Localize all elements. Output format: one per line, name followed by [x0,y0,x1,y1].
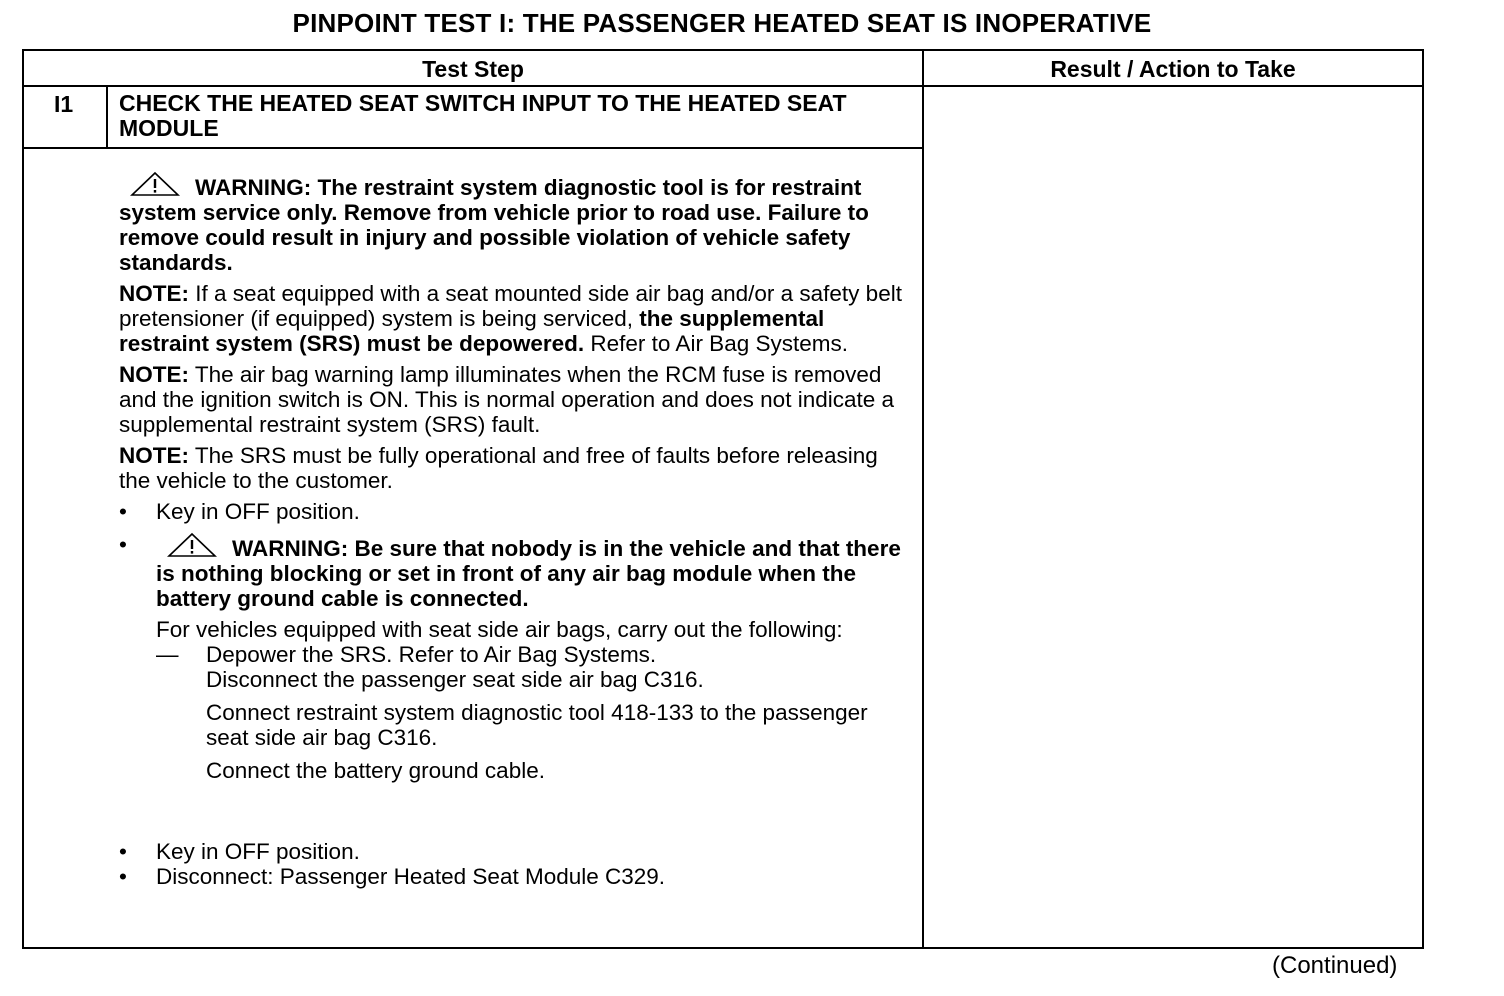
column-divider [922,51,924,947]
step-content [119,171,909,889]
warning-triangle-icon [166,532,218,558]
page-title: PINPOINT TEST I: THE PASSENGER HEATED SEAT IS INOPERATIVE [292,8,1152,38]
header-result-action: Result / Action to Take [1050,56,1296,82]
step-title: CHECK THE HEATED SEAT SWITCH INPUT TO THE HEATED SEAT MODULE [119,90,847,141]
sub-connect-battery: Connect the battery ground cable. [206,758,545,783]
step-title-divider [24,147,924,149]
header-divider [24,85,1422,87]
sub-connect-tool: Connect restraint system diagnostic tool 418-133 to the passenger seat side air bag C316. [206,700,868,750]
pinpoint-test-table [22,49,1424,949]
bullet-disconnect-module: • Disconnect: Passenger Heated Seat Module C329. [119,864,666,889]
note-srs-operational: NOTE: The SRS must be fully operational and free of faults before releasing the vehicle to the customer. [119,443,878,493]
continued-label: (Continued) [1272,952,1398,979]
bullet-key-off-2: • Key in OFF position. [119,839,360,864]
warning-nobody-in-vehicle: • WARNING: Be sure that nobody is in the vehicle and that there is nothing blocking or set in front of any air bag module when the battery ground cable is connected. [119,532,901,611]
bullet-key-off-1: • Key in OFF position. [119,499,360,524]
header-test-step: Test Step [422,56,524,82]
note-srs-depower: NOTE: If a seat equipped with a seat mounted side air bag and/or a safety belt pretensioner (if equipped) system is being serviced, the supplemental restraint system (SRS) must be depowered. Refer to Air Bag Systems. [119,281,902,356]
sub-disconnect-airbag: Disconnect the passenger seat side air bag C316. [206,667,704,692]
step-id-divider [106,87,108,148]
warning-triangle-icon [129,171,181,197]
warning-restraint-tool: WARNING: The restraint system diagnostic tool is for restraint system service only. Remove from vehicle prior to road use. Failure to remove could result in injury and possible violation of vehicle safety standards. [119,171,909,275]
seat-side-intro: For vehicles equipped with seat side air bags, carry out the following: [156,617,843,642]
note-air-bag-lamp: NOTE: The air bag warning lamp illuminates when the RCM fuse is removed and the ignition switch is ON. This is normal operation and does not indicate a supplemental restraint system (SRS) fault. [119,362,895,437]
dash-depower: — Depower the SRS. Refer to Air Bag Systems. [156,642,657,667]
step-id: I1 [54,91,74,117]
